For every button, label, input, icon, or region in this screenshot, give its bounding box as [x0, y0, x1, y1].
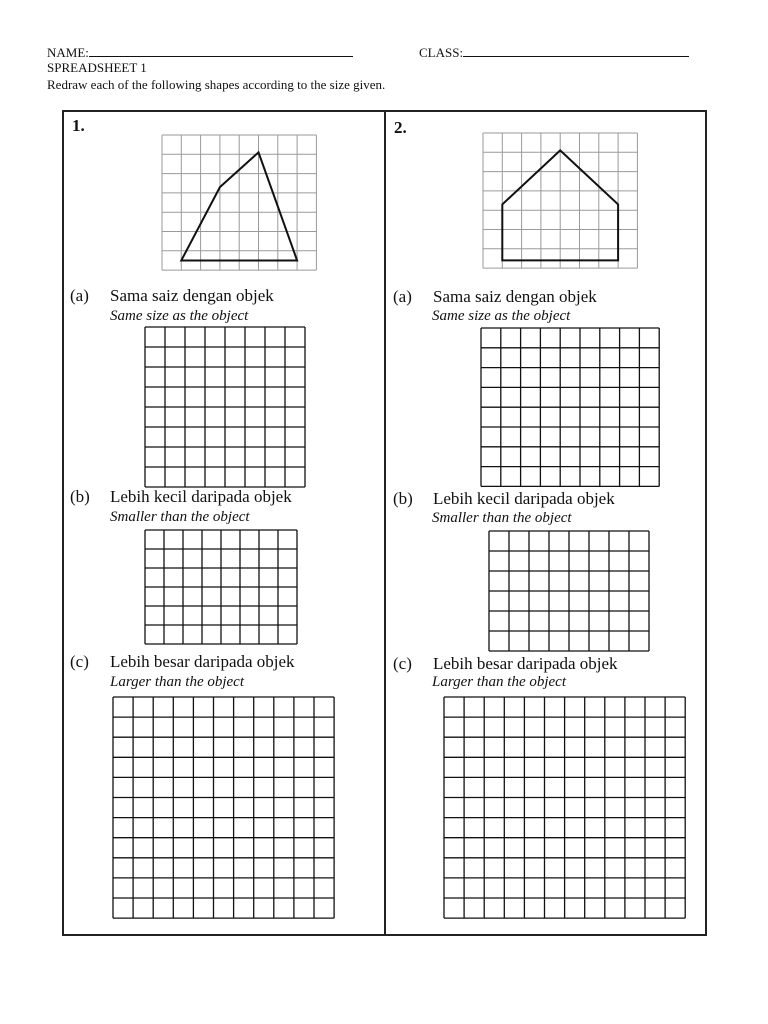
part-malay-q1a: Sama saiz dengan objek	[110, 286, 274, 305]
question-number-2: 2.	[394, 118, 407, 137]
part-letter-q1b: (b)	[70, 487, 90, 506]
answer-grid-q2b[interactable]	[489, 531, 649, 645]
part-english-q1c: Larger than the object	[110, 674, 245, 690]
name-field[interactable]	[47, 44, 353, 60]
question-number-1: 1.	[72, 116, 85, 135]
name-underline[interactable]	[89, 44, 353, 57]
part-label-q2b	[393, 489, 615, 509]
part-letter-q2b: (b)	[393, 489, 413, 508]
part-label-q1c	[70, 652, 295, 672]
answer-grid-q1c[interactable]	[113, 697, 335, 907]
class-underline[interactable]	[463, 44, 689, 57]
part-english-q1b: Smaller than the object	[110, 509, 250, 525]
class-label: CLASS:	[419, 45, 464, 60]
answer-grid-q2a[interactable]	[481, 328, 660, 480]
part-malay-q2c: Lebih besar daripada objek	[433, 654, 618, 673]
column-divider	[384, 112, 386, 934]
part-label-q1a	[70, 286, 274, 306]
part-label-q2c	[393, 654, 618, 674]
instruction-text: Redraw each of the following shapes according to the size given.	[47, 77, 386, 92]
answer-grid-q1a[interactable]	[145, 327, 305, 479]
object-grid-q2	[483, 133, 638, 276]
part-english-q2b: Smaller than the object	[432, 510, 572, 526]
part-malay-q1c: Lebih besar daripada objek	[110, 652, 295, 671]
part-label-q1b	[70, 487, 292, 507]
part-letter-q1c: (c)	[70, 652, 89, 671]
sheet-title: SPREADSHEET 1	[47, 60, 147, 75]
part-label-q2a	[393, 287, 597, 307]
part-malay-q2a: Sama saiz dengan objek	[433, 287, 597, 306]
part-letter-q1a: (a)	[70, 286, 89, 305]
part-malay-q1b: Lebih kecil daripada objek	[110, 487, 292, 506]
part-letter-q2c: (c)	[393, 654, 412, 673]
part-english-q1a: Same size as the object	[110, 308, 249, 324]
part-malay-q2b: Lebih kecil daripada objek	[433, 489, 615, 508]
object-grid-q1	[162, 135, 317, 278]
class-field[interactable]	[419, 44, 689, 60]
answer-grid-q1b[interactable]	[145, 530, 305, 644]
answer-grid-q2c[interactable]	[444, 697, 686, 907]
part-english-q2a: Same size as the object	[432, 308, 571, 324]
part-letter-q2a: (a)	[393, 287, 412, 306]
part-english-q2c: Larger than the object	[432, 674, 567, 690]
name-label: NAME:	[47, 45, 89, 60]
